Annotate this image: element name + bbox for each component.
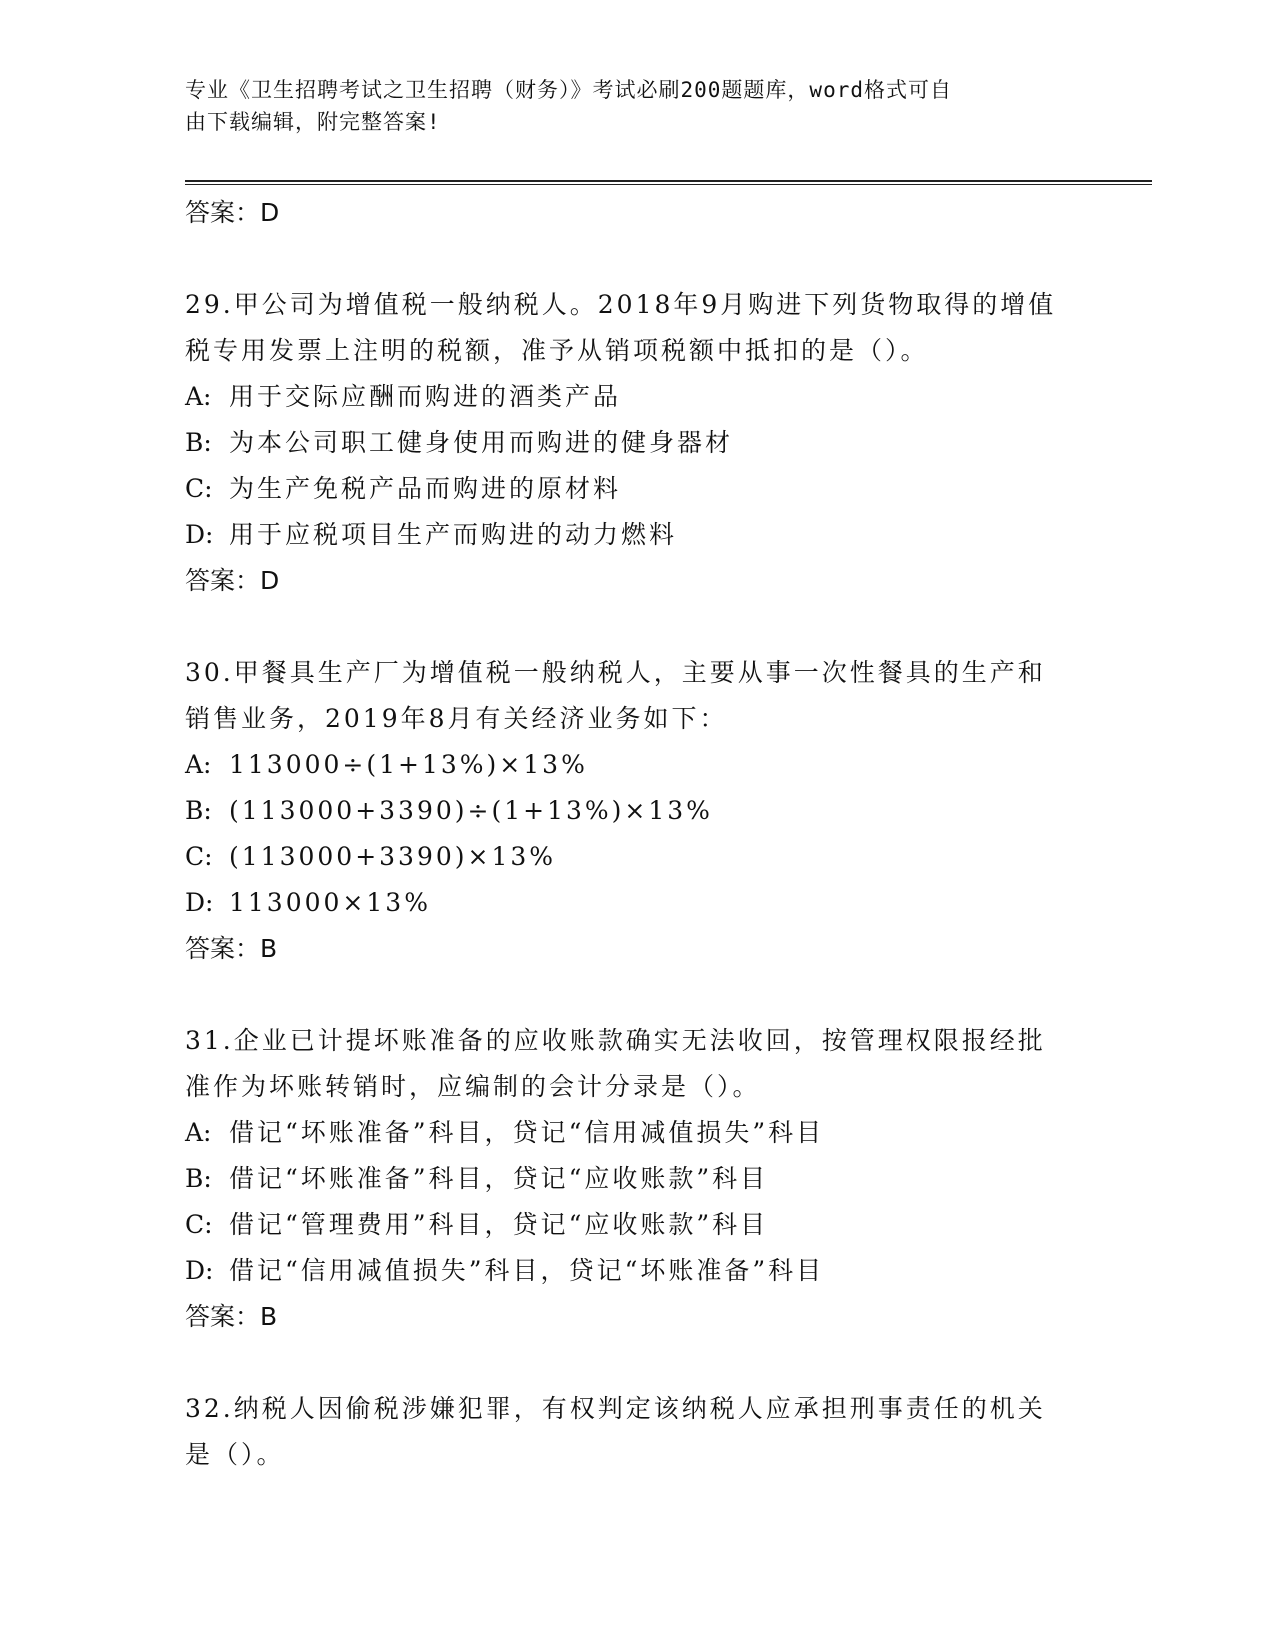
header-divider-thin bbox=[185, 184, 1152, 185]
option-key: B: bbox=[185, 796, 212, 825]
option-a bbox=[185, 742, 1085, 788]
answer-line: 答案：B bbox=[185, 934, 278, 963]
option-b bbox=[185, 1156, 1085, 1202]
option-d bbox=[185, 1248, 1085, 1294]
question-stem-line: 32.纳税人因偷税涉嫌犯罪，有权判定该纳税人应承担刑事责任的机关 bbox=[185, 1394, 1046, 1423]
question-30 bbox=[185, 650, 1085, 972]
option-key: B: bbox=[185, 1164, 212, 1193]
spacer bbox=[185, 972, 1085, 1018]
option-key: A: bbox=[185, 750, 212, 779]
option-text: 为生产免税产品而购进的原材料 bbox=[229, 474, 622, 503]
option-text: 借记“坏账准备”科目，贷记“信用减值损失”科目 bbox=[229, 1118, 825, 1147]
answer-line: 答案：D bbox=[185, 198, 280, 227]
option-b bbox=[185, 420, 1085, 466]
option-d bbox=[185, 512, 1085, 558]
option-c bbox=[185, 466, 1085, 512]
option-key: C: bbox=[185, 1210, 213, 1239]
option-text: 借记“信用减值损失”科目，贷记“坏账准备”科目 bbox=[229, 1256, 825, 1285]
page-header bbox=[185, 74, 1085, 138]
question-stem-line: 29.甲公司为增值税一般纳税人。2018年9月购进下列货物取得的增值 bbox=[185, 290, 1057, 319]
option-key: D: bbox=[185, 520, 214, 549]
option-text: 用于应税项目生产而购进的动力燃料 bbox=[229, 520, 678, 549]
answer-line: 答案：D bbox=[185, 566, 280, 595]
spacer bbox=[185, 1340, 1085, 1386]
document-body bbox=[185, 190, 1085, 1478]
header-line-2: 由下载编辑，附完整答案! bbox=[185, 110, 441, 134]
option-key: D: bbox=[185, 888, 214, 917]
option-key: A: bbox=[185, 1118, 212, 1147]
option-c bbox=[185, 1202, 1085, 1248]
option-text: 113000÷(1+13%)×13% bbox=[229, 750, 588, 779]
option-d bbox=[185, 880, 1085, 926]
question-29 bbox=[185, 282, 1085, 604]
option-key: C: bbox=[185, 474, 213, 503]
question-stem-line: 准作为坏账转销时，应编制的会计分录是（）。 bbox=[185, 1072, 761, 1101]
option-key: C: bbox=[185, 842, 213, 871]
option-text: 借记“管理费用”科目，贷记“应收账款”科目 bbox=[229, 1210, 769, 1239]
question-31 bbox=[185, 1018, 1085, 1340]
question-32 bbox=[185, 1386, 1085, 1478]
header-line-1: 专业《卫生招聘考试之卫生招聘（财务）》考试必刷200题题库，word格式可自 bbox=[185, 78, 952, 102]
spacer bbox=[185, 236, 1085, 282]
header-divider bbox=[185, 180, 1152, 182]
option-text: (113000+3390)×13% bbox=[229, 842, 557, 871]
question-stem-line: 31.企业已计提坏账准备的应收账款确实无法收回，按管理权限报经批 bbox=[185, 1026, 1046, 1055]
option-key: B: bbox=[185, 428, 212, 457]
option-text: (113000+3390)÷(1+13%)×13% bbox=[229, 796, 713, 825]
option-c bbox=[185, 834, 1085, 880]
question-stem-line: 是（）。 bbox=[185, 1440, 285, 1469]
option-key: A: bbox=[185, 382, 212, 411]
option-text: 用于交际应酬而购进的酒类产品 bbox=[229, 382, 622, 411]
option-a bbox=[185, 1110, 1085, 1156]
option-b bbox=[185, 788, 1085, 834]
question-stem-line: 销售业务，2019年8月有关经济业务如下： bbox=[185, 704, 728, 733]
option-a bbox=[185, 374, 1085, 420]
answer-line: 答案：B bbox=[185, 1302, 278, 1331]
spacer bbox=[185, 604, 1085, 650]
option-text: 借记“坏账准备”科目，贷记“应收账款”科目 bbox=[229, 1164, 769, 1193]
option-key: D: bbox=[185, 1256, 214, 1285]
question-stem-line: 30.甲餐具生产厂为增值税一般纳税人，主要从事一次性餐具的生产和 bbox=[185, 658, 1046, 687]
question-stem-line: 税专用发票上注明的税额，准予从销项税额中抵扣的是（）。 bbox=[185, 336, 929, 365]
option-text: 113000×13% bbox=[229, 888, 431, 917]
option-text: 为本公司职工健身使用而购进的健身器材 bbox=[229, 428, 734, 457]
